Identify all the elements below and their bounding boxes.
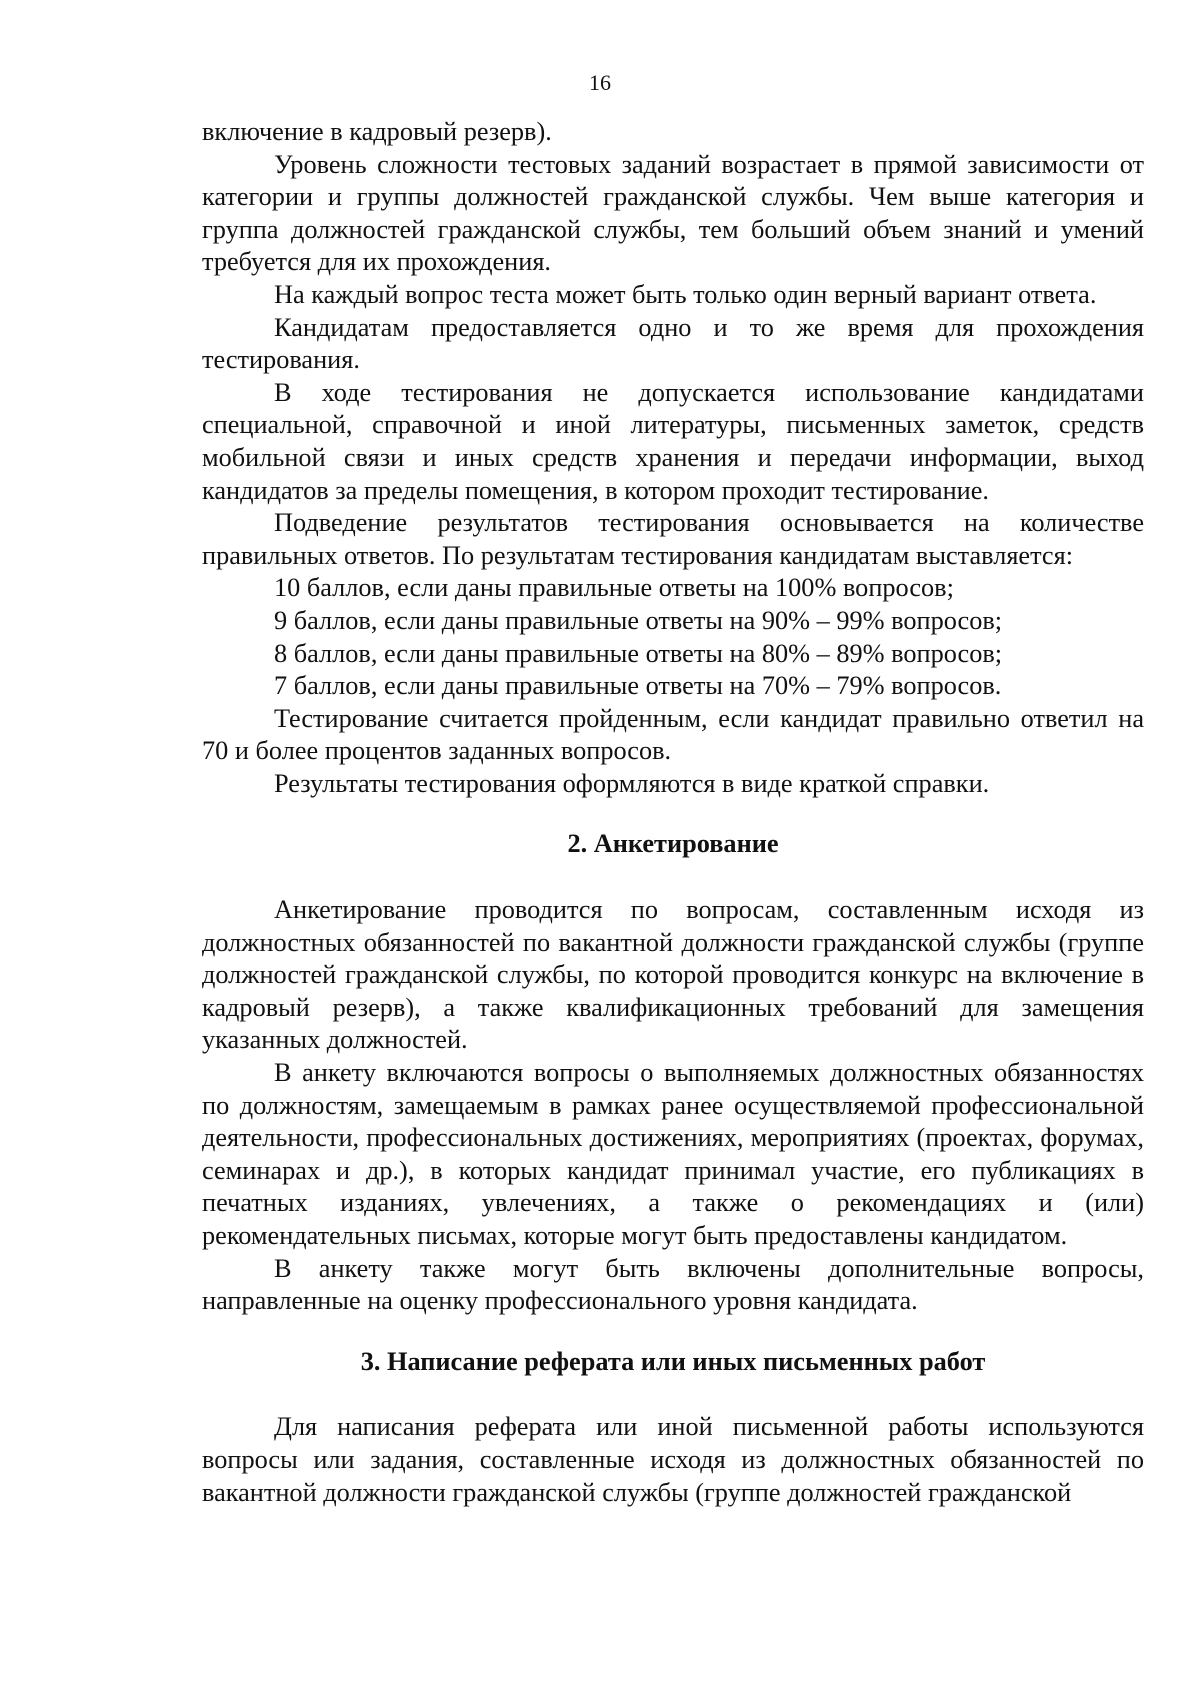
paragraph: На каждый вопрос теста может быть только один верный вариант ответа. — [274, 279, 1097, 309]
section-essay — [202, 1411, 1144, 1509]
paragraph: Уровень сложности тестовых заданий возрастает в прямой зависимости от категории и группы должностей гражданской службы. Чем выше категория и группа должностей гражданской службы, тем больший объем знаний и умений требуется для их прохождения. — [202, 149, 1144, 277]
score-line: 8 баллов, если даны правильные ответы на 80% – 89% вопросов; — [274, 638, 1003, 668]
paragraph: В ходе тестирования не допускается использование кандидатами специальной, справочной и иной литературы, письменных заметок, средств мобильной связи и иных средств хранения и передачи информации, выход кандидатов за пределы помещения, в котором проходит тестирование. — [202, 377, 1144, 505]
section-questionnaire — [202, 894, 1144, 1318]
document-body — [202, 116, 1144, 1509]
paragraph: Результаты тестирования оформляются в виде краткой справки. — [274, 768, 990, 798]
score-line: 7 баллов, если даны правильные ответы на 70% – 79% вопросов. — [274, 671, 1002, 701]
score-line: 9 баллов, если даны правильные ответы на 90% – 99% вопросов; — [274, 605, 1003, 635]
section-heading-questionnaire: 2. Анкетирование — [567, 829, 779, 859]
paragraph: Анкетирование проводится по вопросам, составленным исходя из должностных обязанностей по вакантной должности гражданской службы (группе должностей гражданской службы, по которой проводится конкурс на включение в кадровый резерв), а также квалификационных требований для замещения указанных должностей. — [202, 895, 1144, 1055]
section-heading-essay: 3. Написание реферата или иных письменных работ — [360, 1346, 986, 1376]
paragraph: Кандидатам предоставляется одно и то же время для прохождения тестирования. — [202, 312, 1144, 375]
score-line: 10 баллов, если даны правильные ответы на 100% вопросов; — [274, 573, 954, 603]
paragraph: включение в кадровый резерв). — [202, 117, 552, 146]
paragraph: В анкету включаются вопросы о выполняемых должностных обязанностях по должностям, замещаемым в рамках ранее осуществляемой профессиональной деятельности, профессиональных достижениях, мероприятиях (проектах, форумах, семинарах и др.), в которых кандидат принимал участие, его публикациях в печатных изданиях, увлечениях, а также о рекомендациях и (или) рекомендательных письмах, которые могут быть предоставлены кандидатом. — [202, 1058, 1144, 1250]
paragraph: Тестирование считается пройденным, если кандидат правильно ответил на 70 и более процентов заданных вопросов. — [202, 703, 1144, 766]
paragraph: В анкету также могут быть включены дополнительные вопросы, направленные на оценку профессионального уровня кандидата. — [202, 1253, 1144, 1316]
section-testing — [202, 116, 1144, 800]
page-number: 16 — [589, 70, 611, 95]
paragraph: Для написания реферата или иной письменной работы используются вопросы или задания, составленные исходя из должностных обязанностей по вакантной должности гражданской службы (группе должностей гражданской — [202, 1412, 1144, 1507]
paragraph: Подведение результатов тестирования основывается на количестве правильных ответов. По результатам тестирования кандидатам выставляется: — [202, 508, 1144, 570]
